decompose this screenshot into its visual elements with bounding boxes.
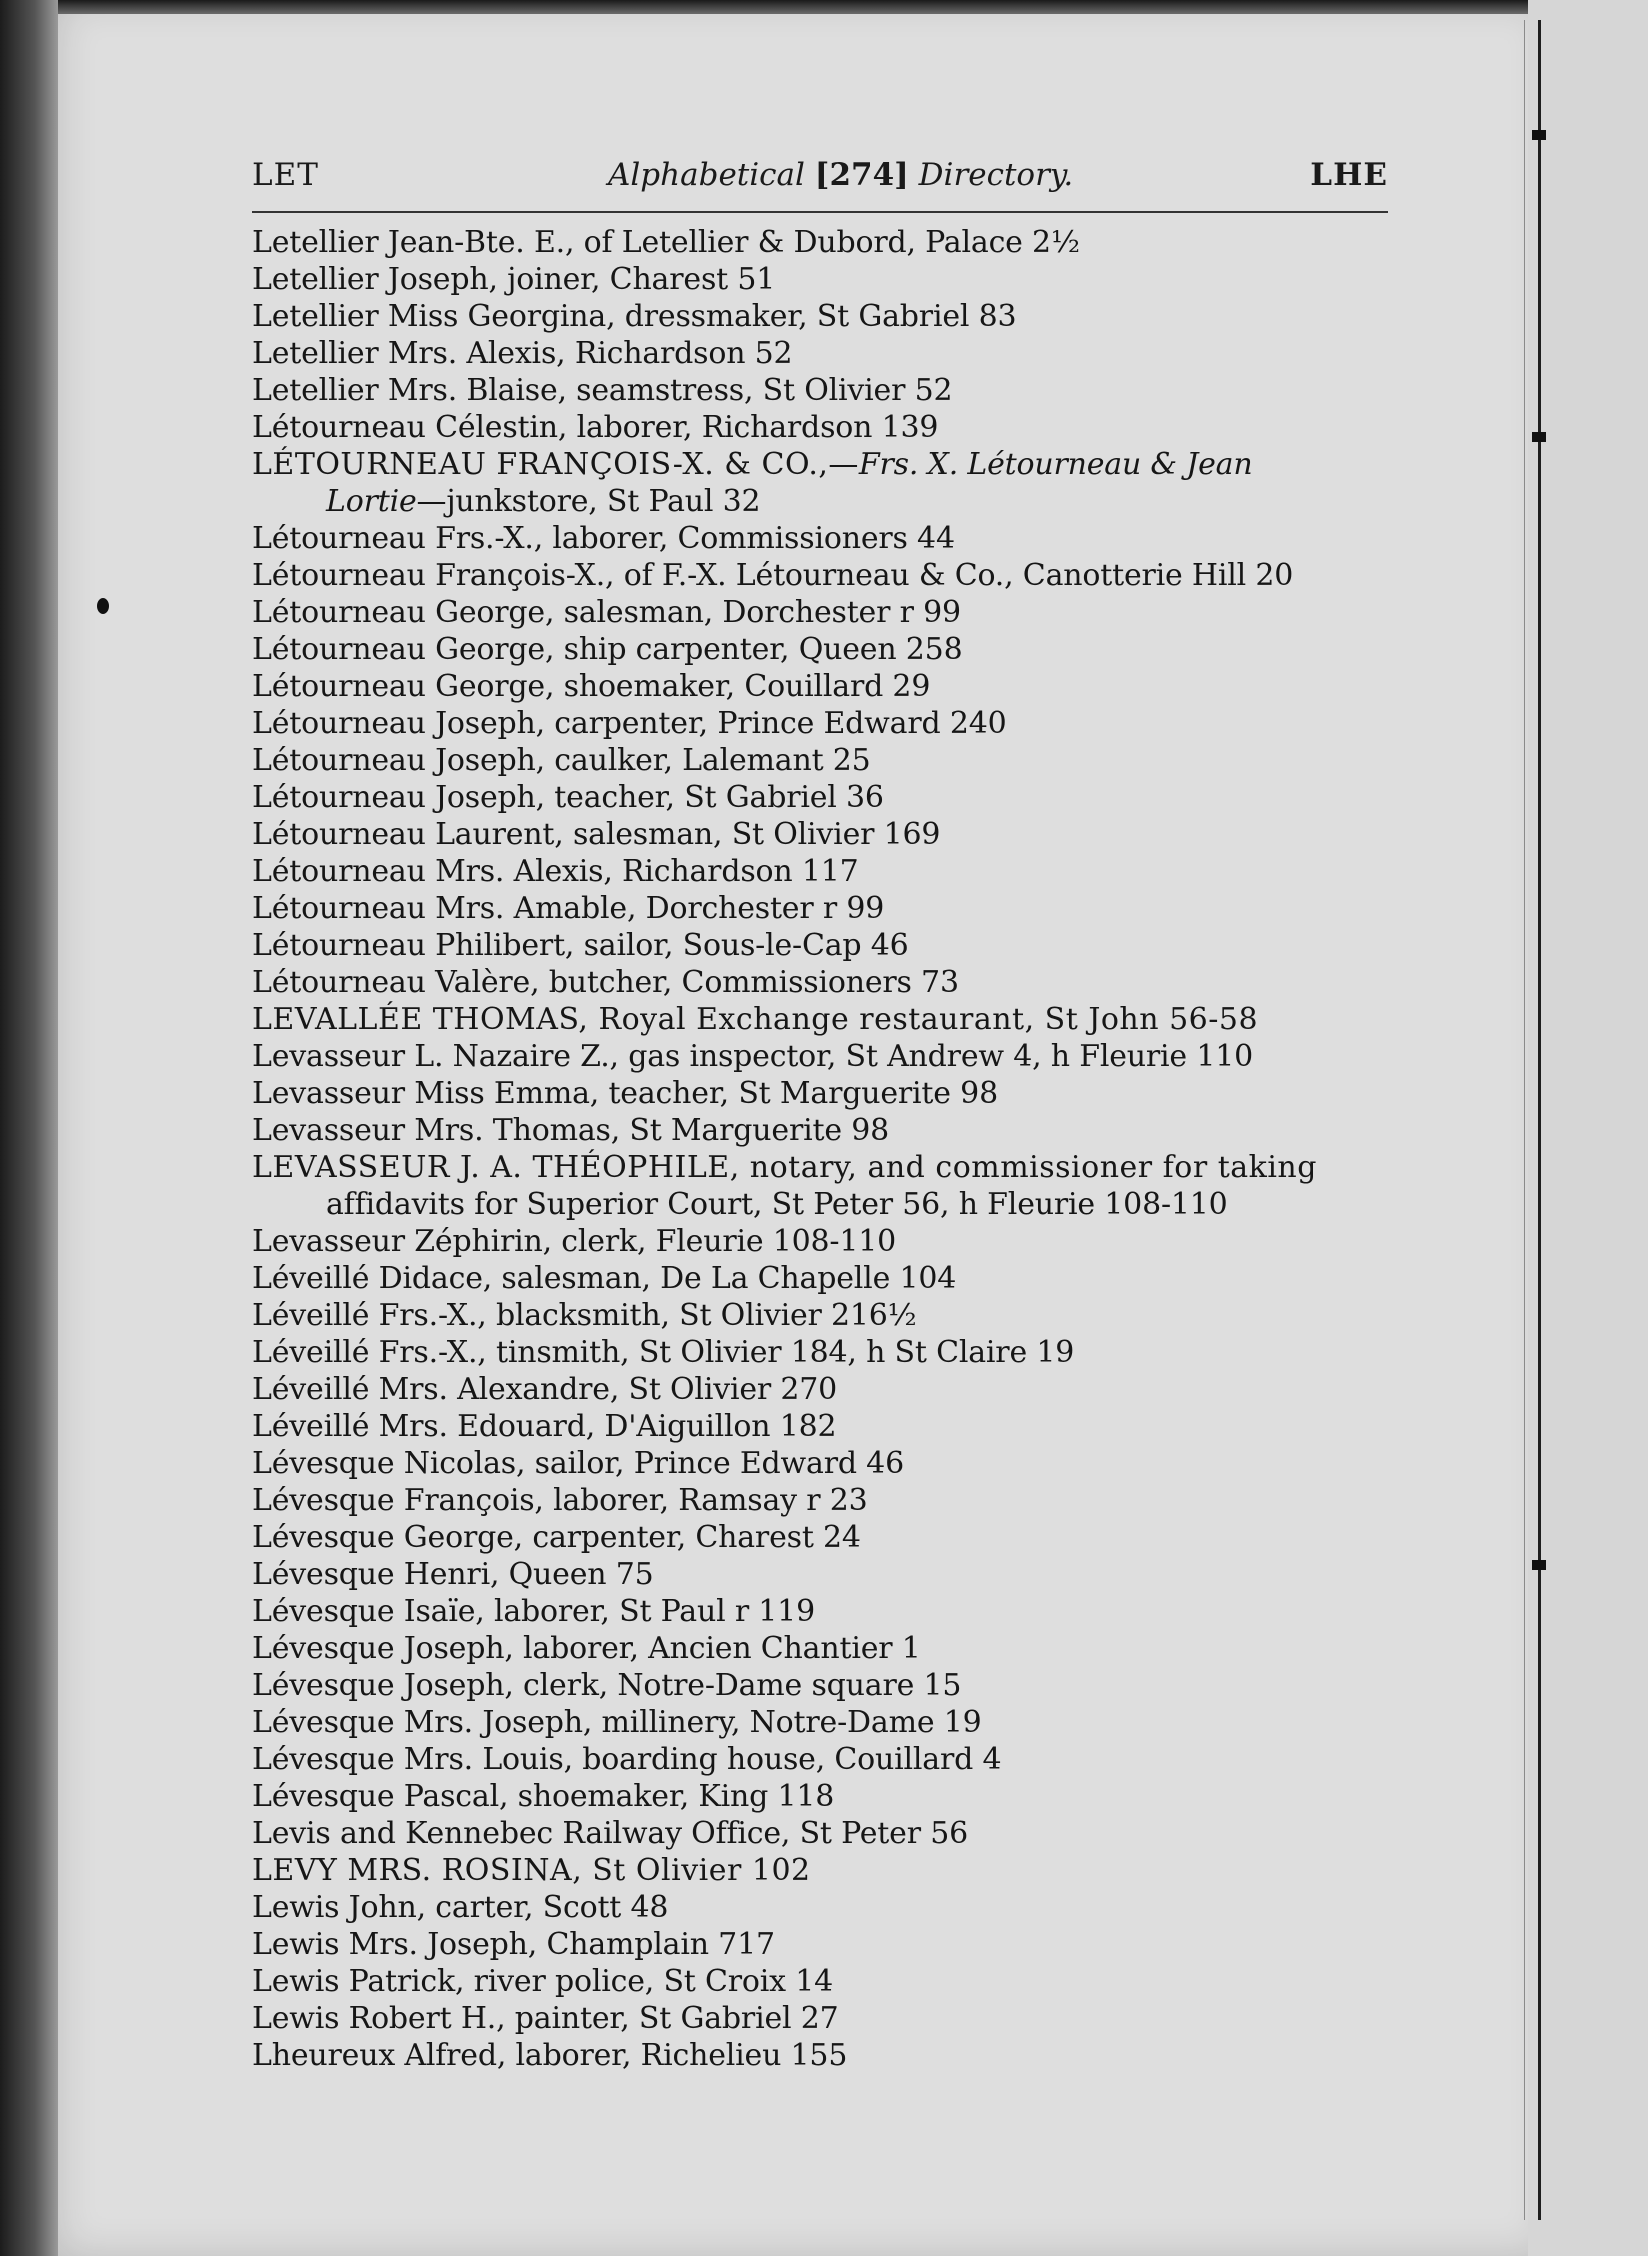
directory-entry: Léveillé Mrs. Alexandre, St Olivier 270 [252, 1372, 838, 1407]
header-right-guide: LHE [1310, 157, 1388, 193]
directory-entry: Levasseur L. Nazaire Z., gas inspector, St Andrew 4, h Fleurie 110 [252, 1039, 1253, 1074]
binding-notch [1532, 432, 1546, 442]
directory-entry: Lévesque Mrs. Louis, boarding house, Couillard 4 [252, 1742, 1002, 1777]
directory-entry: Lewis Mrs. Joseph, Champlain 717 [252, 1927, 775, 1962]
directory-entry: Lewis Robert H., painter, St Gabriel 27 [252, 2001, 839, 2036]
directory-entry: Lévesque Joseph, clerk, Notre-Dame square 15 [252, 1668, 962, 1703]
directory-entry: Létourneau Philibert, sailor, Sous-le-Cap 46 [252, 928, 909, 963]
directory-entry: Léveillé Frs.-X., blacksmith, St Olivier 216½ [252, 1298, 917, 1333]
directory-entry: Letellier Mrs. Blaise, seamstress, St Olivier 52 [252, 373, 953, 408]
ink-spot [97, 598, 109, 614]
directory-entry: Lewis John, carter, Scott 48 [252, 1890, 669, 1925]
directory-entry [252, 446, 1392, 483]
directory-entry: LEVALLÉE THOMAS, Royal Exchange restaurant, St John 56-58 [252, 1002, 1259, 1037]
running-header [252, 157, 1388, 201]
directory-entry: Levasseur Mrs. Thomas, St Marguerite 98 [252, 1113, 889, 1148]
directory-entry: LEVY MRS. ROSINA, St Olivier 102 [252, 1853, 811, 1888]
business-partners: Frs. X. Létourneau & Jean [858, 447, 1253, 482]
directory-entry: Létourneau George, shoemaker, Couillard 29 [252, 669, 931, 704]
directory-entry: Léveillé Didace, salesman, De La Chapelle 104 [252, 1261, 957, 1296]
directory-entry: Létourneau George, ship carpenter, Queen 258 [252, 632, 963, 667]
directory-entry: Lévesque Isaïe, laborer, St Paul r 119 [252, 1594, 815, 1629]
business-partner-cont: Lortie [326, 484, 417, 519]
directory-entry: Lévesque Henri, Queen 75 [252, 1557, 654, 1592]
directory-entry: Levasseur Miss Emma, teacher, St Marguerite 98 [252, 1076, 998, 1111]
directory-entry: Létourneau Mrs. Amable, Dorchester r 99 [252, 891, 885, 926]
header-title-pre: Alphabetical [608, 157, 815, 193]
directory-entry: Lewis Patrick, river police, St Croix 14 [252, 1964, 833, 1999]
directory-entry: Lévesque George, carpenter, Charest 24 [252, 1520, 861, 1555]
page-top-shadow [58, 0, 1648, 14]
directory-entry: Létourneau George, salesman, Dorchester r 99 [252, 595, 961, 630]
directory-entry: LEVASSEUR J. A. THÉOPHILE, notary, and commissioner for taking [252, 1150, 1317, 1185]
directory-entry: Léveillé Frs.-X., tinsmith, St Olivier 184, h St Claire 19 [252, 1335, 1075, 1370]
directory-entry: Levasseur Zéphirin, clerk, Fleurie 108-110 [252, 1224, 897, 1259]
directory-entry: Lévesque Pascal, shoemaker, King 118 [252, 1779, 835, 1814]
header-left-guide: LET [252, 157, 319, 193]
directory-entry: Letellier Miss Georgina, dressmaker, St Gabriel 83 [252, 299, 1017, 334]
directory-entry: Létourneau Mrs. Alexis, Richardson 117 [252, 854, 859, 889]
business-detail: —junkstore, St Paul 32 [416, 484, 761, 519]
directory-entry: Lévesque Joseph, laborer, Ancien Chantier 1 [252, 1631, 921, 1666]
header-title-post: Directory. [908, 157, 1074, 193]
business-name: LÉTOURNEAU FRANÇOIS-X. & CO.,— [252, 447, 859, 482]
directory-entry: Létourneau Valère, butcher, Commissioners 73 [252, 965, 959, 1000]
directory-entry: Létourneau Frs.-X., laborer, Commissioners 44 [252, 521, 955, 556]
directory-entry: Létourneau Joseph, teacher, St Gabriel 36 [252, 780, 884, 815]
directory-entry-continued [252, 483, 1392, 520]
gutter-binding-line [1538, 20, 1541, 2220]
directory-entry: Lévesque Nicolas, sailor, Prince Edward 46 [252, 1446, 904, 1481]
directory-entry-continued: affidavits for Superior Court, St Peter 56, h Fleurie 108-110 [326, 1187, 1228, 1222]
directory-entry: Lévesque Mrs. Joseph, millinery, Notre-Dame 19 [252, 1705, 982, 1740]
header-rule [252, 211, 1388, 213]
directory-entry: Lévesque François, laborer, Ramsay r 23 [252, 1483, 868, 1518]
directory-entries [252, 224, 1392, 2074]
page-number: [274] [814, 157, 909, 193]
directory-entry: Létourneau Joseph, caulker, Lalemant 25 [252, 743, 871, 778]
directory-entry: Letellier Jean-Bte. E., of Letellier & Dubord, Palace 2½ [252, 225, 1080, 260]
page-left-edge [0, 0, 58, 2256]
directory-entry: Létourneau Célestin, laborer, Richardson 139 [252, 410, 939, 445]
binding-notch [1532, 1560, 1546, 1570]
directory-entry: Létourneau François-X., of F.-X. Létourneau & Co., Canotterie Hill 20 [252, 558, 1294, 593]
directory-entry: Letellier Joseph, joiner, Charest 51 [252, 262, 776, 297]
directory-entry: Levis and Kennebec Railway Office, St Peter 56 [252, 1816, 968, 1851]
directory-entry: Lheureux Alfred, laborer, Richelieu 155 [252, 2038, 848, 2073]
directory-entry: Letellier Mrs. Alexis, Richardson 52 [252, 336, 793, 371]
binding-notch [1532, 130, 1546, 140]
directory-entry: Léveillé Mrs. Edouard, D'Aiguillon 182 [252, 1409, 837, 1444]
gutter-fold-line [1524, 20, 1525, 2220]
directory-entry: Létourneau Joseph, carpenter, Prince Edward 240 [252, 706, 1007, 741]
directory-entry: Létourneau Laurent, salesman, St Olivier 169 [252, 817, 941, 852]
header-title [608, 157, 1073, 193]
book-gutter [1528, 0, 1648, 2256]
